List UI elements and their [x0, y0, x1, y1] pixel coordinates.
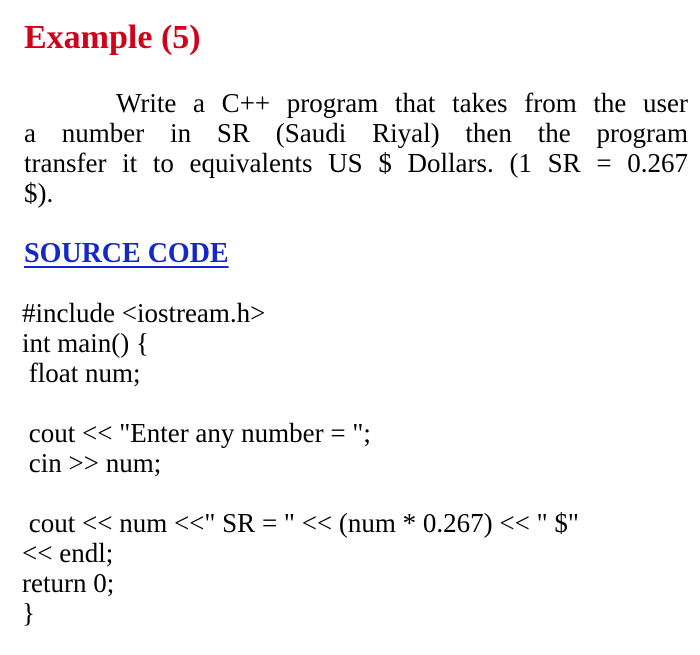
- code-line: << endl;: [22, 538, 114, 568]
- code-line: #include <iostream.h>: [22, 298, 266, 328]
- code-blank-line: [22, 388, 579, 418]
- code-line: cout << "Enter any number = ";: [22, 418, 371, 448]
- code-line: }: [22, 598, 35, 628]
- description-line: transfer it to equivalents US $ Dollars. (1 SR = 0.267: [24, 148, 688, 178]
- problem-description: [24, 88, 688, 208]
- description-line: $).: [24, 178, 54, 208]
- code-blank-line: [22, 478, 579, 508]
- description-line: Write a C++ program that takes from the user: [116, 88, 688, 118]
- code-line: return 0;: [22, 568, 115, 598]
- code-line: cout << num <<" SR = " << (num * 0.267) << " $": [22, 508, 579, 538]
- code-line: cin >> num;: [22, 448, 162, 478]
- code-line: float num;: [22, 358, 141, 388]
- code-block: [22, 298, 579, 628]
- description-line: a number in SR (Saudi Riyal) then the program: [24, 118, 688, 148]
- code-line: int main() {: [22, 328, 149, 358]
- example-title: Example (5): [24, 19, 201, 56]
- source-code-heading: SOURCE CODE: [24, 238, 229, 269]
